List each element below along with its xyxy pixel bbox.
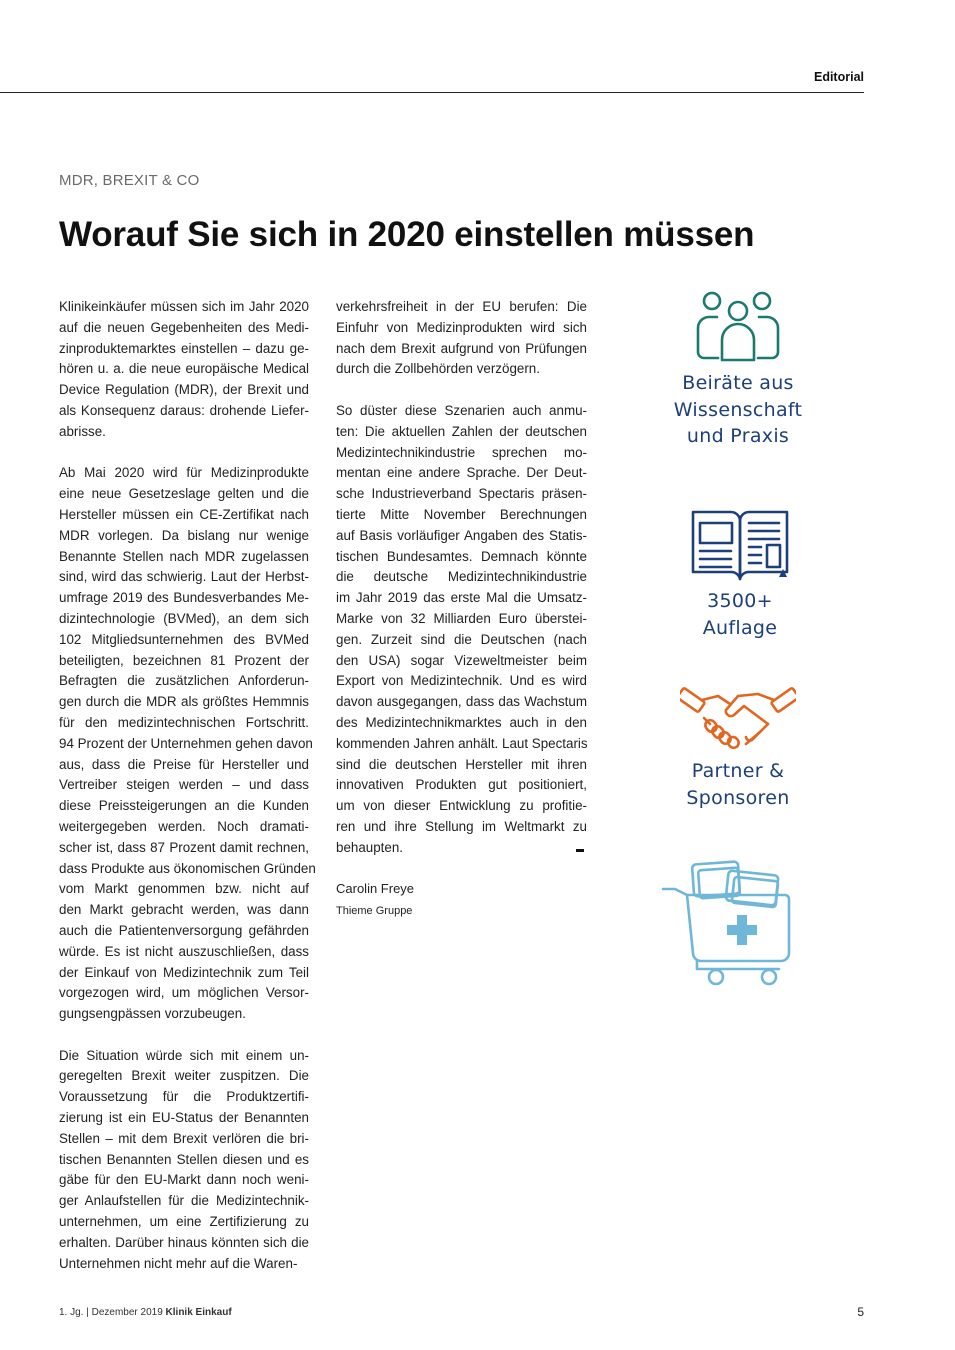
text-line: ger Anlaufstellen für die Medizintechnik- [59, 1193, 309, 1209]
text-line: tischen Benannten Stellen diesen und es [59, 1151, 309, 1167]
text-line: vom Markt genommen bzw. nicht auf [59, 881, 309, 897]
text-line: Befragten die zusätzlichen Anforderun- [59, 673, 309, 689]
text-line: dizintechnologie (BVMed), an dem sich [59, 610, 309, 626]
text-line: Einfuhr von Medizinprodukten wird sich [336, 319, 587, 335]
text-line: geregelten Brexit weiter zuspitzen. Die [59, 1068, 309, 1084]
text-line: den Markt gebracht werden, was dann [59, 902, 309, 918]
text-line: ren und ihre Stellung im Weltmarkt zu [336, 818, 587, 834]
text-line: Unternehmen nicht mehr auf die Waren- [59, 1255, 298, 1271]
author-organization: Thieme Gruppe [336, 905, 413, 917]
text-line: gäbe für den EU-Markt dann noch weni- [59, 1172, 309, 1188]
text-line: gen durch die MDR als größtes Hemmnis [59, 694, 309, 710]
text-line: hören u. a. die neue europäische Medical [59, 361, 309, 377]
text-line: würde. Es ist nicht auszuschließen, dass [59, 943, 309, 959]
text-line: abrisse. [59, 423, 106, 439]
text-line: für den medizintechnischen Fortschritt. [59, 714, 309, 730]
text-line: verkehrsfreiheit in der EU berufen: Die [336, 299, 587, 314]
advisory-board-label: Beiräte aus Wissenschaft und Praxis [673, 372, 803, 447]
text-line: weitergegeben werden. Noch dramati- [59, 818, 309, 834]
article-paragraph [59, 297, 309, 443]
text-line: durch die Zollbehörden verzögern. [336, 361, 540, 377]
text-line: innovativen Produkten gut positioniert, [336, 777, 587, 793]
text-line: MDR vorlegen. Da bislang nur wenige [59, 527, 309, 543]
text-line: eine neue Gesetzeslage gelten und die [59, 486, 309, 502]
text-line: Export von Medizintechnik. Und es wird [336, 673, 587, 689]
end-of-article-mark [576, 849, 584, 852]
text-line: tischen Bundesamtes. Demnach könnte [336, 548, 587, 564]
medical-shopping-cart-icon [661, 855, 791, 989]
text-line: die deutsche Medizintechnikindustrie [336, 569, 587, 585]
circulation-label: 3500+ Auflage [702, 590, 778, 639]
handshake-icon [680, 682, 796, 752]
text-line: auf Basis vorläufiger Angaben des Statis- [336, 527, 587, 543]
text-line: vorgezogen wird, um möglichen Versor- [59, 985, 309, 1001]
people-group-icon [693, 288, 783, 366]
article-paragraph [59, 1046, 309, 1275]
text-line: mentan eine andere Sprache. Der Deut- [336, 465, 587, 481]
text-line: erhalten. Darüber hinaus könnten sich die [59, 1234, 309, 1250]
text-line: Hersteller müssen ein CE-Zertifikat nach [59, 506, 309, 522]
author-name: Carolin Freye [336, 881, 415, 896]
partners-label: Partner & Sponsoren [686, 760, 790, 809]
footer-issue-date: 1. Jg. | Dezember 2019 [59, 1307, 163, 1318]
text-line: zinproduktemarktes einstellen – dazu ge- [59, 340, 309, 356]
text-line: umfrage 2019 des Bundesverbandes Me- [59, 590, 309, 606]
article-kicker: MDR, BREXIT & CO [59, 172, 200, 189]
text-line: unternehmen, um eine Zertifizierung zu [59, 1214, 309, 1230]
text-line: gen. Zurzeit sind die Deutschen (nach [336, 631, 587, 647]
article-column-2 [336, 297, 587, 879]
section-label: Editorial [813, 70, 864, 84]
text-line: behaupten. [336, 839, 404, 855]
text-line: 94 Prozent der Unternehmen gehen davon [59, 735, 313, 751]
open-magazine-icon [691, 509, 789, 583]
text-line: Stellen – mit dem Brexit verlören die bri- [59, 1130, 309, 1146]
text-line: um von dieser Entwicklung zu profitie- [336, 798, 587, 814]
article-title: Worauf Sie sich in 2020 einstellen müssen [59, 215, 755, 254]
text-line: 102 Mitgliedsunternehmen des BVMed [59, 631, 309, 647]
article-paragraph [336, 297, 587, 380]
text-line: nach dem Brexit aufgrund von Prüfungen [336, 340, 587, 356]
text-line: auch die Patientenversorgung gefährden [59, 922, 309, 938]
article-paragraph [336, 401, 587, 859]
text-line: Marke von 32 Milliarden Euro überstei- [336, 610, 587, 626]
text-line: ten: Die aktuellen Zahlen der deutschen [336, 423, 587, 439]
page-number: 5 [857, 1305, 864, 1319]
text-line: scher ist, dass 87 Prozent damit rechnen, [59, 839, 309, 855]
text-line: beteiligten, bezeichnen 81 Prozent der [59, 652, 309, 668]
text-line: diese Preissteigerungen an die Kunden [59, 798, 309, 814]
text-line: gungsengpässen vorzubeugen. [59, 1006, 246, 1022]
header-rule [0, 92, 864, 93]
text-line: Ab Mai 2020 wird für Medizinprodukte [59, 465, 309, 481]
footer-issue [59, 1307, 232, 1318]
article-paragraph [59, 463, 316, 1025]
text-line: als Konsequenz daraus: drohende Liefer- [59, 402, 309, 418]
text-line: Medizintechnikindustrie sprechen mo- [336, 444, 587, 460]
article-column-1 [59, 297, 316, 1295]
footer-journal: Klinik Einkauf [165, 1307, 232, 1318]
text-line: den USA) sogar Vizeweltmeister beim [336, 652, 587, 668]
text-line: Vertreiber steigen werden – und dass [59, 777, 309, 793]
text-line: kommenden Jahren anhält. Laut Spectaris [336, 735, 588, 751]
text-line: Device Regulation (MDR), der Brexit und [59, 382, 309, 398]
text-line: aus, dass die Preise für Hersteller und [59, 756, 309, 772]
text-line: zierung ist ein EU-Status der Benannten [59, 1110, 309, 1126]
text-line: davon ausgegangen, dass das Wachstum [336, 694, 587, 710]
text-line: im Jahr 2019 das erste Mal die Umsatz- [336, 590, 587, 606]
text-line: Voraussetzung für die Produktzertifi- [59, 1089, 309, 1105]
text-line: dass Produkte aus ökonomischen Gründen [59, 860, 316, 876]
text-line: sche Industrieverband Spectaris präsen- [336, 486, 587, 502]
text-line: der Einkauf von Medizintechnik zum Teil [59, 964, 309, 980]
text-line: So düster diese Szenarien auch anmu- [336, 402, 587, 418]
text-line: tierte Mitte November Berechnungen [336, 506, 587, 522]
text-line: auf die neuen Gegebenheiten des Medi- [59, 319, 309, 335]
text-line: Klinikeinkäufer müssen sich im Jahr 2020 [59, 299, 309, 314]
text-line: Benannte Stellen nach MDR zugelassen [59, 548, 309, 564]
text-line: sind die deutschen Hersteller mit ihren [336, 756, 587, 772]
text-line: sind, wird das schwierig. Laut der Herbst- [59, 569, 309, 585]
text-line: des Medizintechnikmarktes auch in den [336, 714, 587, 730]
text-line: Die Situation würde sich mit einem un- [59, 1047, 309, 1063]
